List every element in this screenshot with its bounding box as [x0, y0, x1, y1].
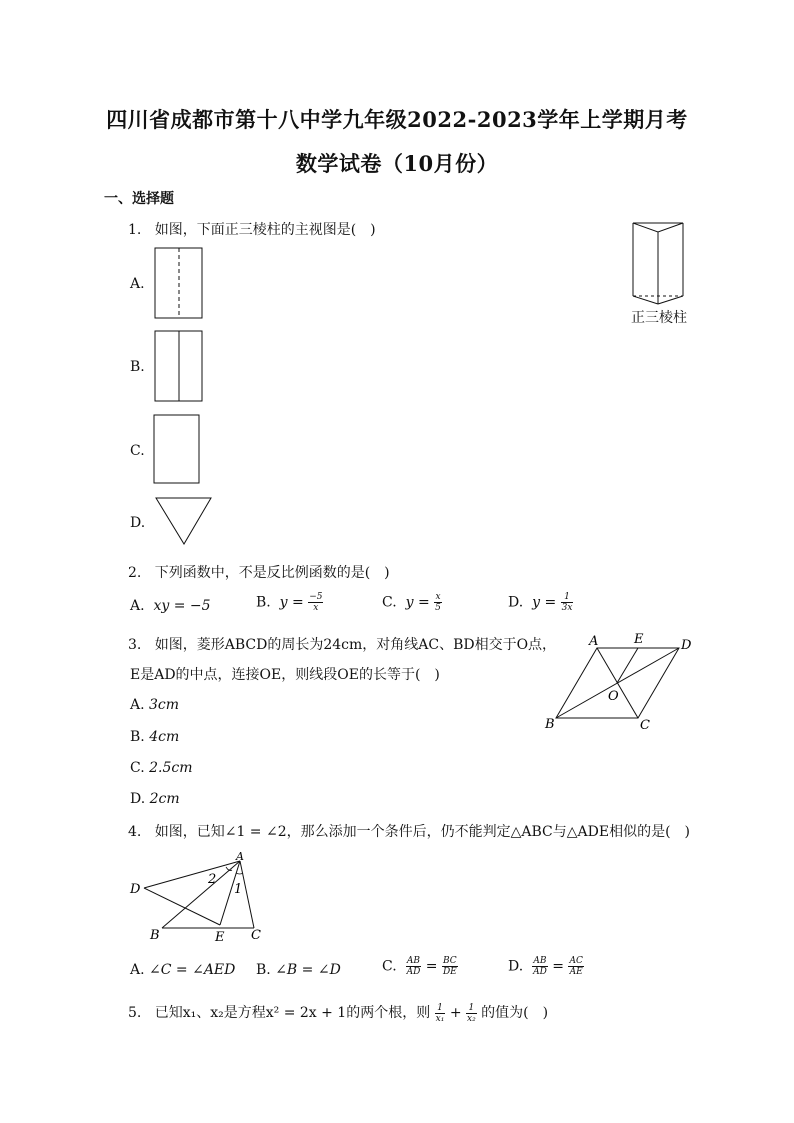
question-number: 2.	[128, 565, 142, 581]
question-3	[128, 634, 556, 654]
q1-option-d-label: D.	[130, 515, 146, 531]
question-3-line2: E是AD的中点，连接OE，则线段OE的长等于( )	[130, 667, 440, 683]
label-d: D	[130, 882, 141, 897]
q1-option-a-figure	[154, 247, 204, 321]
question-number: 3.	[128, 637, 142, 653]
q1-option-d-figure	[154, 496, 214, 548]
q1-option-b-label: B.	[130, 359, 145, 375]
fraction: $\frac{AC}{AE}$	[569, 956, 583, 977]
q3-option-a: A. 3cm	[130, 697, 180, 713]
question-text-post: 的值为( )	[481, 1005, 549, 1021]
q3-option-d: D. 2cm	[130, 791, 180, 807]
label-b: B	[545, 717, 555, 732]
label-c: C	[251, 928, 261, 943]
angle-label-1: 1	[234, 882, 243, 897]
q4-option-b: B. ∠B = ∠D	[256, 962, 341, 978]
question-4	[128, 821, 690, 841]
prism-figure	[628, 218, 690, 308]
question-2	[128, 562, 390, 582]
label-b: B	[150, 928, 160, 943]
label-a: A	[589, 634, 599, 649]
fraction: $\frac{AB}{AD}$	[406, 956, 421, 977]
question-number: 4.	[128, 824, 142, 840]
label-o: O	[608, 689, 619, 704]
prism-caption: 正三棱柱	[631, 310, 687, 326]
fraction: $\frac{1}{\text{x₁}}$	[435, 1002, 445, 1024]
question-5: 5. 已知x₁、x₂是方程x² = 2x + 1的两个根，则 $\frac{1}{\text{x₁}}$ + $\frac{1}{\text{x₂}}$ 的值为( )	[128, 1002, 549, 1024]
q1-option-c-label: C.	[130, 443, 145, 459]
angle-label-2: 2	[208, 872, 217, 887]
triangle-figure	[126, 848, 276, 946]
section-heading: 一、选择题	[104, 191, 174, 207]
page-title-line2: 数学试卷（10月份）	[295, 151, 499, 176]
question-text-pre: 已知x₁、x₂是方程x² = 2x + 1的两个根，则	[154, 1005, 431, 1021]
q3-option-b: B. 4cm	[130, 729, 180, 745]
label-d: D	[681, 638, 692, 653]
label-c: C	[640, 718, 650, 733]
question-text: 下列函数中，不是反比例函数的是( )	[154, 565, 390, 581]
label-e: E	[215, 930, 225, 945]
label-e: E	[634, 632, 644, 647]
fraction: $\frac{1}{3x}$	[561, 592, 573, 613]
option-expression: xy = −5	[153, 598, 211, 614]
q2-option-b: B. y = $\frac{-5}{x}$	[256, 592, 323, 613]
q2-option-d: D. y = $\frac{1}{3x}$	[508, 592, 573, 613]
question-text: 如图，已知∠1 = ∠2，那么添加一个条件后，仍不能判定△ABC与△ADE相似的是( )	[154, 824, 691, 840]
q4-option-d: D. $\frac{AB}{AD}$ = $\frac{AC}{AE}$	[508, 956, 583, 977]
q1-option-b-figure	[154, 330, 204, 404]
question-number: 1.	[128, 222, 142, 238]
q4-option-a: A. ∠C = ∠AED	[130, 962, 236, 978]
question-text-line1: 如图，菱形ABCD的周长为24cm，对角线AC、BD相交于O点，	[154, 637, 557, 653]
fraction: $\frac{x}{5}$	[435, 592, 441, 613]
fraction: $\frac{AB}{AD}$	[533, 956, 547, 977]
question-1	[128, 219, 376, 239]
page-title-line1: 四川省成都市第十八中学九年级2022-2023学年上学期月考	[106, 107, 688, 132]
q1-option-c-figure	[153, 414, 203, 486]
q4-option-c: C. $\frac{AB}{AD}$ = $\frac{BC}{DE}$	[382, 956, 457, 977]
q3-option-c: C. 2.5cm	[130, 760, 193, 776]
fraction: $\frac{1}{\text{x₂}}$	[467, 1002, 476, 1024]
rhombus-figure	[540, 628, 700, 738]
q2-option-a: A. xy = −5	[130, 598, 211, 614]
fraction: $\frac{BC}{DE}$	[442, 956, 457, 977]
fraction: $\frac{-5}{x}$	[309, 592, 323, 613]
question-number: 5.	[128, 1005, 142, 1021]
q2-option-c: C. y = $\frac{x}{5}$	[382, 592, 441, 613]
question-text: 如图，下面正三棱柱的主视图是( )	[154, 222, 376, 238]
label-a: A	[236, 850, 244, 863]
q1-option-a-label: A.	[130, 276, 145, 292]
